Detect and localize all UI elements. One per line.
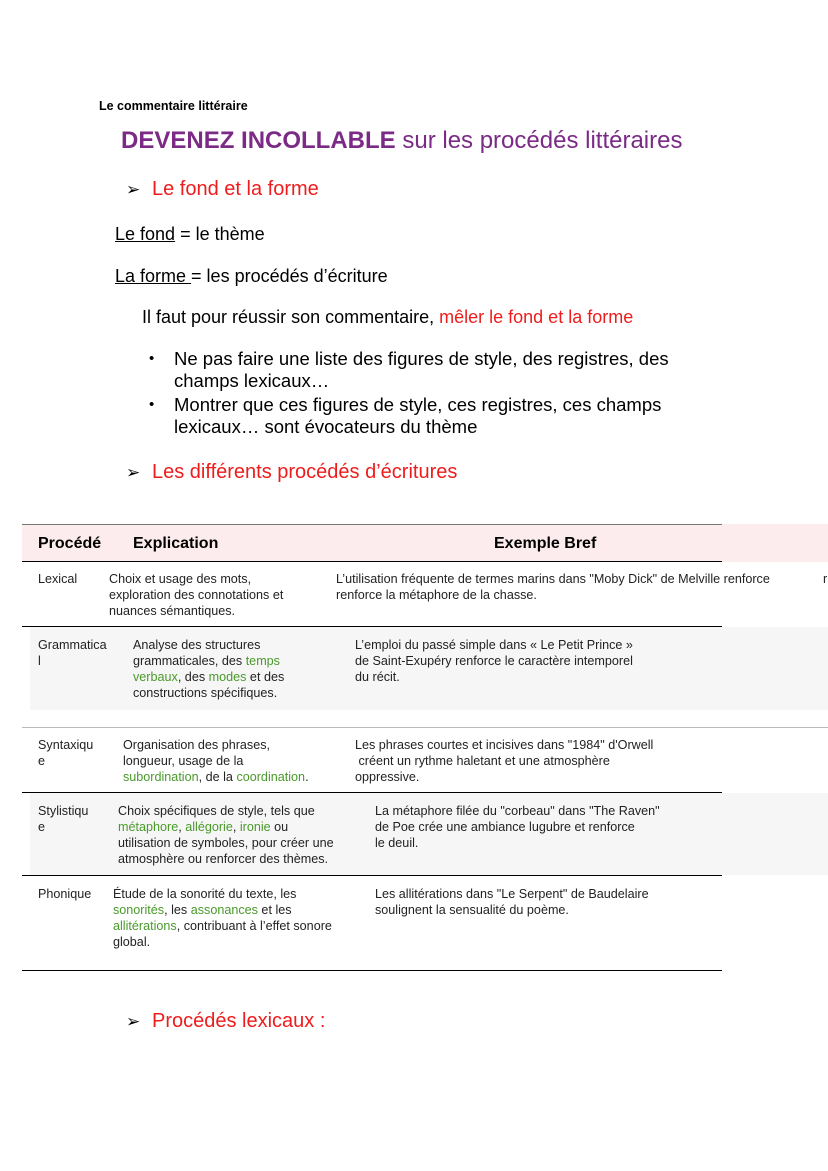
cell-procede: Stylistiqu e	[38, 804, 89, 834]
list-item: • Ne pas faire une liste des figures de style, des registres, des champs lexicaux…	[147, 348, 727, 392]
arrow-bullet-icon: ➢	[126, 180, 141, 199]
page-title-bold: DEVENEZ INCOLLABLE	[121, 127, 396, 154]
cell-exemple: L’emploi du passé simple dans « Le Petit Prince » de Saint-Exupéry renforce le caractère intemporel du récit.	[355, 638, 633, 684]
definition-forme	[115, 266, 388, 287]
definition-term: Le fond	[115, 224, 176, 244]
table-bottom-rule	[22, 970, 722, 971]
cell-procede: Syntaxiqu e	[38, 738, 94, 768]
definition-text: = les procédés d’écriture	[191, 266, 388, 286]
column-header-procede: Procédé	[38, 535, 102, 552]
document-label: Le commentaire littéraire	[99, 99, 248, 113]
cell-explication: Choix spécifiques de style, tels que métaphore, allégorie, ironie ou utilisation de symboles, pour créer une atmosphère ou renforcer des thèmes.	[118, 804, 334, 866]
arrow-bullet-icon: ➢	[126, 1012, 141, 1031]
intro-sentence	[142, 307, 633, 328]
cell-exemple: Les phrases courtes et incisives dans "1984" d'Orwell créent un rythme haletant et une atmosphère oppressive.	[355, 738, 654, 784]
cell-explication: Étude de la sonorité du texte, les sonorités, les assonances et les allitérations, contribuant à l’effet sonore global.	[113, 887, 332, 949]
section-heading-fond-forme	[126, 178, 319, 201]
cell-exemple-overflow: r	[823, 572, 828, 586]
cell-exemple: L’utilisation fréquente de termes marins dans "Moby Dick" de Melville renforce renforce la métaphore de la chasse.	[336, 572, 770, 602]
row-divider	[22, 875, 722, 876]
cell-procede: Phonique	[38, 887, 92, 901]
page-title	[121, 127, 682, 155]
section-heading-procedes	[126, 461, 457, 484]
table-header-rule	[22, 561, 722, 562]
list-item: • Montrer que ces figures de style, ces registres, ces champs lexicaux… sont évocateurs du thème	[147, 394, 727, 438]
intro-text: Il faut pour réussir son commentaire,	[142, 307, 440, 327]
arrow-bullet-icon: ➢	[126, 463, 141, 482]
advice-list	[147, 348, 727, 440]
section-heading-procedes-lexicaux	[126, 1010, 325, 1033]
cell-explication: Analyse des structures grammaticales, des temps verbaux, des modes et des constructions spécifiques.	[133, 638, 285, 700]
section-heading-label: Procédés lexicaux :	[152, 1010, 326, 1032]
intro-highlight: mêler le fond et la forme	[439, 307, 634, 327]
table-top-rule	[22, 524, 722, 525]
row-divider	[22, 727, 828, 728]
definition-fond	[115, 224, 265, 245]
column-header-explication: Explication	[133, 535, 219, 552]
page-title-rest: sur les procédés littéraires	[395, 127, 683, 154]
cell-explication: Choix et usage des mots, exploration des connotations et nuances sémantiques.	[109, 572, 284, 618]
cell-exemple: La métaphore filée du "corbeau" dans "The Raven" de Poe crée une ambiance lugubre et renforce le deuil.	[375, 804, 660, 850]
section-heading-label: Les différents procédés d’écritures	[152, 461, 458, 483]
definition-text: = le thème	[175, 224, 265, 244]
cell-explication: Organisation des phrases, longueur, usage de la subordination, de la coordination.	[123, 738, 309, 784]
cell-procede: Grammatica l	[38, 638, 107, 668]
cell-exemple: Les allitérations dans "Le Serpent" de Baudelaire soulignent la sensualité du poème.	[375, 887, 649, 917]
section-heading-label: Le fond et la forme	[152, 178, 319, 200]
cell-procede: Lexical	[38, 572, 78, 586]
column-header-exemple: Exemple Bref	[494, 535, 597, 552]
definition-term: La forme	[115, 266, 192, 286]
